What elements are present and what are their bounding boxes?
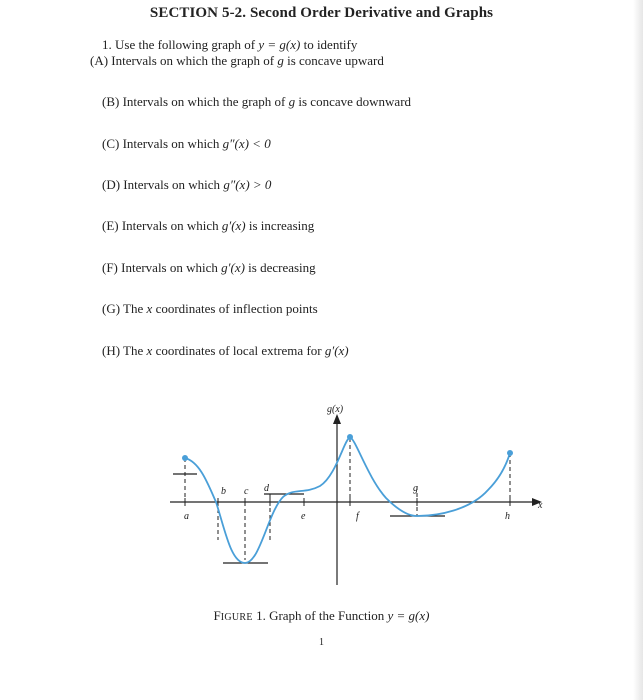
section-title: SECTION 5-2. Second Order Derivative and Graphs	[149, 5, 494, 21]
item-b-suffix: is concave downward	[295, 94, 412, 109]
label-b: b	[221, 486, 226, 497]
caption-math: y = g(x)	[387, 608, 430, 623]
y-axis-label: g(x)	[327, 404, 344, 415]
item-h-math2: g′(x)	[324, 343, 349, 358]
y-axis-arrow	[333, 414, 341, 424]
item-b-math: g	[288, 94, 296, 109]
item-f-label: (F) Intervals on which	[102, 260, 222, 275]
label-h: h	[505, 511, 510, 522]
item-d-math: g″(x) > 0	[223, 177, 272, 192]
caption-small-caps: IGURE	[220, 612, 253, 623]
label-d: d	[264, 483, 269, 494]
label-c: c	[244, 486, 249, 497]
peak-dot	[347, 434, 353, 440]
item-g-math: x	[146, 301, 153, 316]
item-h-math: x	[146, 343, 153, 358]
item-a-label: (A) Intervals on which the graph of	[90, 53, 278, 68]
problem-intro-prefix: 1. Use the following graph of	[102, 37, 259, 52]
item-c-math: g″(x) < 0	[222, 136, 271, 151]
item-a-suffix: is concave upward	[283, 53, 384, 68]
problem-intro-math: y = g(x)	[258, 37, 301, 52]
caption-first-letter: F	[213, 608, 221, 623]
label-g: g	[413, 483, 418, 494]
item-h-label: (H) The	[102, 343, 147, 358]
label-e: e	[301, 511, 306, 522]
item-h-suffix: coordinates of local extrema for	[152, 343, 325, 358]
label-f: f	[356, 511, 359, 522]
figure-caption	[0, 608, 643, 624]
axes	[170, 424, 532, 585]
dashed-guides	[185, 438, 510, 560]
item-e-label: (E) Intervals on which	[102, 218, 222, 233]
item-c-label: (C) Intervals on which	[102, 136, 223, 151]
item-e-math: g′(x)	[221, 218, 246, 233]
tangent-segments	[173, 474, 445, 563]
item-b-label: (B) Intervals on which the graph of	[102, 94, 289, 109]
endpoint-left-dot	[182, 455, 188, 461]
problem-intro-suffix: to identify	[300, 37, 358, 52]
page-number: 1	[319, 637, 324, 648]
item-g-label: (G) The	[102, 301, 147, 316]
g-curve	[185, 437, 510, 563]
item-g-suffix: coordinates of inflection points	[152, 301, 318, 316]
endpoint-right-dot	[507, 450, 513, 456]
label-a: a	[184, 511, 189, 522]
item-f-math: g′(x)	[221, 260, 245, 275]
caption-rest: 1. Graph of the Function	[252, 608, 388, 623]
item-d-label: (D) Intervals on which	[102, 177, 224, 192]
item-f-suffix: is decreasing	[244, 260, 316, 275]
item-e-suffix: is increasing	[245, 218, 315, 233]
item-a-math: g	[277, 53, 284, 68]
x-axis-label: x	[538, 500, 543, 511]
